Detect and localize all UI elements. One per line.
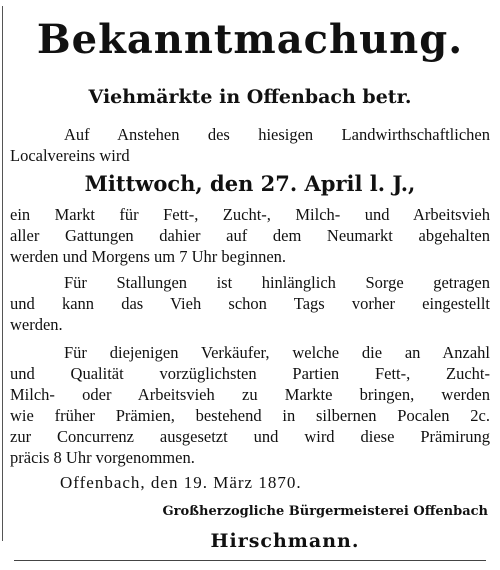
- paragraph-line: werden und Morgens um 7 Uhr beginnen.: [10, 247, 287, 266]
- intro-line: Localvereins wird: [10, 146, 130, 165]
- paragraph-line: präcis 8 Uhr vorgenommen.: [10, 448, 195, 467]
- paragraph-line: Milch- oder Arbeitsvieh zu Markte bringen, werden: [10, 385, 490, 404]
- notice-subtitle: Viehmärkte in Offenbach betr.: [88, 86, 412, 108]
- bottom-rule: [14, 560, 486, 561]
- place-and-date: Offenbach, den 19. März 1870.: [60, 473, 302, 492]
- paragraph-line: aller Gattungen dahier auf dem Neumarkt abgehalten: [10, 226, 490, 245]
- paragraph-line: Für diejenigen Verkäufer, welche die an Anzahl: [64, 343, 490, 362]
- market-date: Mittwoch, den 27. April l. J.,: [84, 171, 416, 196]
- issuing-authority: Großherzogliche Bürgermeisterei Offenbach: [162, 504, 488, 519]
- notice-title: Bekanntmachung.: [36, 16, 464, 63]
- intro-line: Auf Anstehen des hiesigen Landwirthschaftlichen: [64, 125, 490, 144]
- paragraph-line: und Qualität vorzüglichsten Partien Fett-, Zucht-: [10, 364, 490, 383]
- paragraph-line: wie früher Prämien, bestehend in silbernen Pocalen 2c.: [10, 406, 490, 425]
- paragraph-line: zur Concurrenz ausgesetzt und wird diese Prämirung: [10, 427, 490, 446]
- signatory-name: Hirschmann.: [210, 530, 360, 552]
- paragraph-line: ein Markt für Fett-, Zucht-, Milch- und Arbeitsvieh: [10, 205, 490, 224]
- paragraph-line: werden.: [10, 315, 63, 334]
- paragraph-line: Für Stallungen ist hinlänglich Sorge getragen: [64, 273, 490, 292]
- paragraph-line: und kann das Vieh schon Tags vorher eingestellt: [10, 294, 490, 313]
